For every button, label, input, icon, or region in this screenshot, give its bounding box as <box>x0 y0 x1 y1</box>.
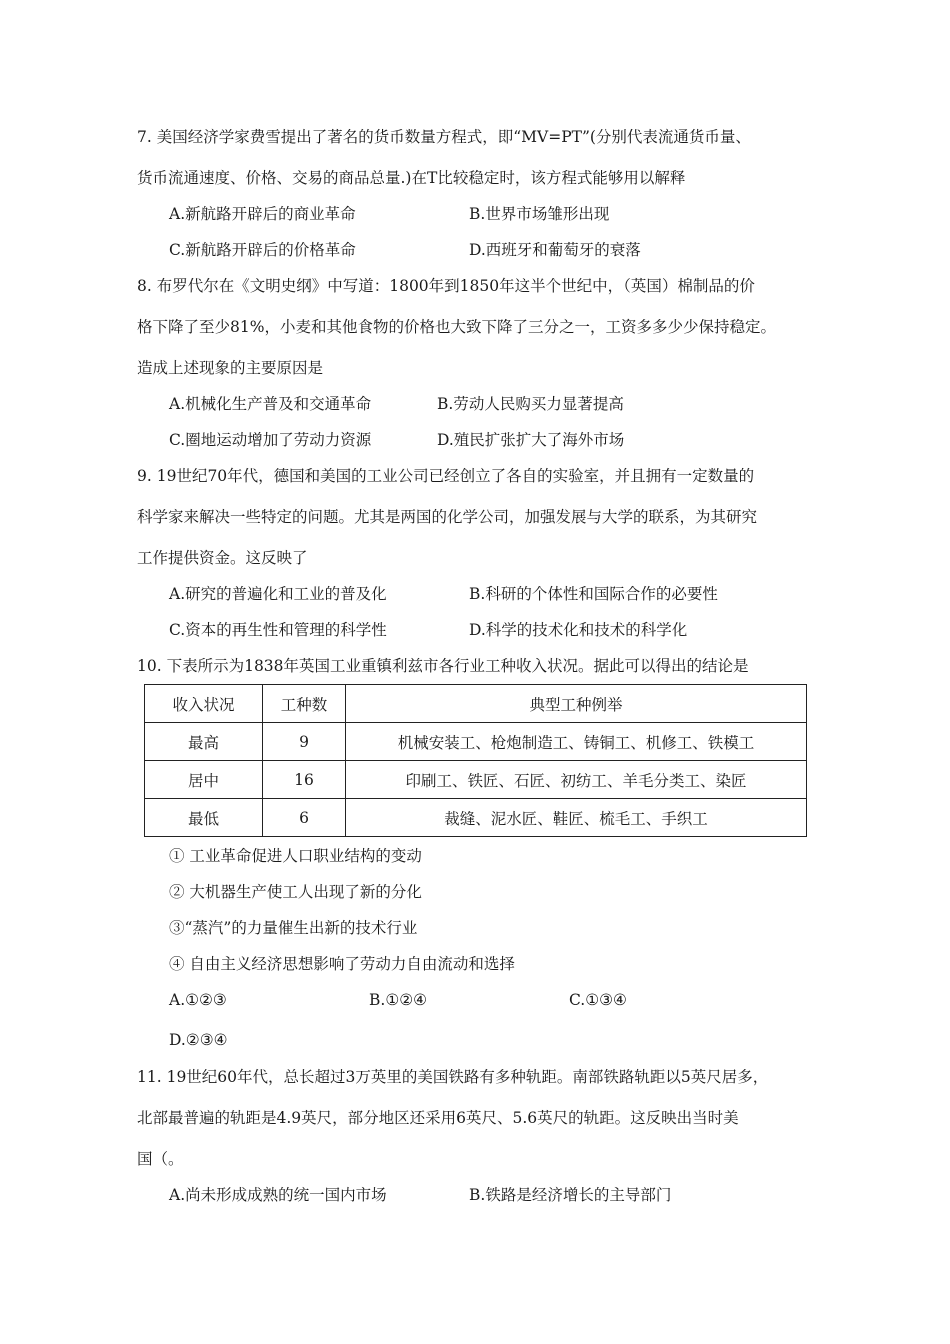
q7-stem-line1: 7. 美国经济学家费雪提出了著名的货币数量方程式，即“MV=PT”(分别代表流通货币量、 <box>137 128 751 146</box>
table-header-row <box>145 685 807 723</box>
q7-stem-line2: 货币流通速度、价格、交易的商品总量.)在T比较稳定时，该方程式能够用以解释 <box>137 169 686 187</box>
table-cell: 最低 <box>145 799 263 837</box>
q8-option-b: B.劳动人民购买力显著提高 <box>437 395 624 413</box>
table-cell: 9 <box>263 723 346 761</box>
q8-stem-line1: 8. 布罗代尔在《文明史纲》中写道：1800年到1850年这半个世纪中，（英国）棉制品的价 <box>137 277 755 295</box>
table-header-cell: 收入状况 <box>145 685 263 723</box>
q11-option-a: A.尚未形成成熟的统一国内市场 <box>169 1186 387 1204</box>
q9-option-d: D.科学的技术化和技术的科学化 <box>469 621 688 639</box>
q7-option-d: D.西班牙和葡萄牙的衰落 <box>469 241 641 259</box>
table-row <box>145 761 807 799</box>
q10-item-4: ④ 自由主义经济思想影响了劳动力自由流动和选择 <box>169 955 515 973</box>
table-cell: 6 <box>263 799 346 837</box>
q11-stem-line1: 11. 19世纪60年代，总长超过3万英里的美国铁路有多种轨距。南部铁路轨距以5英尺居多， <box>137 1068 769 1086</box>
table-cell: 机械安装工、枪炮制造工、铸铜工、机修工、铁模工 <box>346 723 807 761</box>
q9-stem-line2: 科学家来解决一些特定的问题。尤其是两国的化学公司，加强发展与大学的联系，为其研究 <box>137 508 758 526</box>
q8-stem-line3: 造成上述现象的主要原因是 <box>137 359 324 377</box>
table-cell: 居中 <box>145 761 263 799</box>
q9-option-b: B.科研的个体性和国际合作的必要性 <box>469 585 718 603</box>
q7-option-c: C.新航路开辟后的价格革命 <box>169 241 356 259</box>
table-cell: 最高 <box>145 723 263 761</box>
q10-option-b: B.①②④ <box>369 991 428 1009</box>
q10-item-2: ② 大机器生产使工人出现了新的分化 <box>169 883 422 901</box>
q7-option-a: A.新航路开辟后的商业革命 <box>169 205 356 223</box>
table-cell: 印刷工、铁匠、石匠、初纺工、羊毛分类工、染匠 <box>346 761 807 799</box>
q10-item-1: ① 工业革命促进人口职业结构的变动 <box>169 847 422 865</box>
q9-stem-line3: 工作提供资金。这反映了 <box>137 549 308 567</box>
q10-option-d: D.②③④ <box>169 1031 228 1049</box>
q10-option-c: C.①③④ <box>569 991 627 1009</box>
table-cell: 16 <box>263 761 346 799</box>
q8-option-c: C.圈地运动增加了劳动力资源 <box>169 431 372 449</box>
table-row <box>145 799 807 837</box>
q9-option-c: C.资本的再生性和管理的科学性 <box>169 621 387 639</box>
table-row <box>145 723 807 761</box>
q8-option-a: A.机械化生产普及和交通革命 <box>169 395 372 413</box>
q9-stem-line1: 9. 19世纪70年代，德国和美国的工业公司已经创立了各自的实验室，并且拥有一定数量的 <box>137 467 755 485</box>
q10-stem: 10. 下表所示为1838年英国工业重镇利兹市各行业工种收入状况。据此可以得出的结论是 <box>137 657 749 675</box>
q7-option-b: B.世界市场雏形出现 <box>469 205 610 223</box>
q10-option-a: A.①②③ <box>169 991 227 1009</box>
q8-option-d: D.殖民扩张扩大了海外市场 <box>437 431 625 449</box>
table-header-cell: 工种数 <box>263 685 346 723</box>
q11-option-b: B.铁路是经济增长的主导部门 <box>469 1186 672 1204</box>
table-header-cell: 典型工种例举 <box>346 685 807 723</box>
q11-stem-line2: 北部最普遍的轨距是4.9英尺，部分地区还采用6英尺、5.6英尺的轨距。这反映出当时美 <box>137 1109 739 1127</box>
q11-stem-line3: 国（。 <box>137 1150 184 1168</box>
q8-stem-line2: 格下降了至少81%，小麦和其他食物的价格也大致下降了三分之一，工资多多少少保持稳定。 <box>137 318 776 336</box>
q9-option-a: A.研究的普遍化和工业的普及化 <box>169 585 387 603</box>
q10-income-table <box>144 684 807 837</box>
q10-item-3: ③“蒸汽”的力量催生出新的技术行业 <box>169 919 418 937</box>
table-cell: 裁缝、泥水匠、鞋匠、梳毛工、手织工 <box>346 799 807 837</box>
